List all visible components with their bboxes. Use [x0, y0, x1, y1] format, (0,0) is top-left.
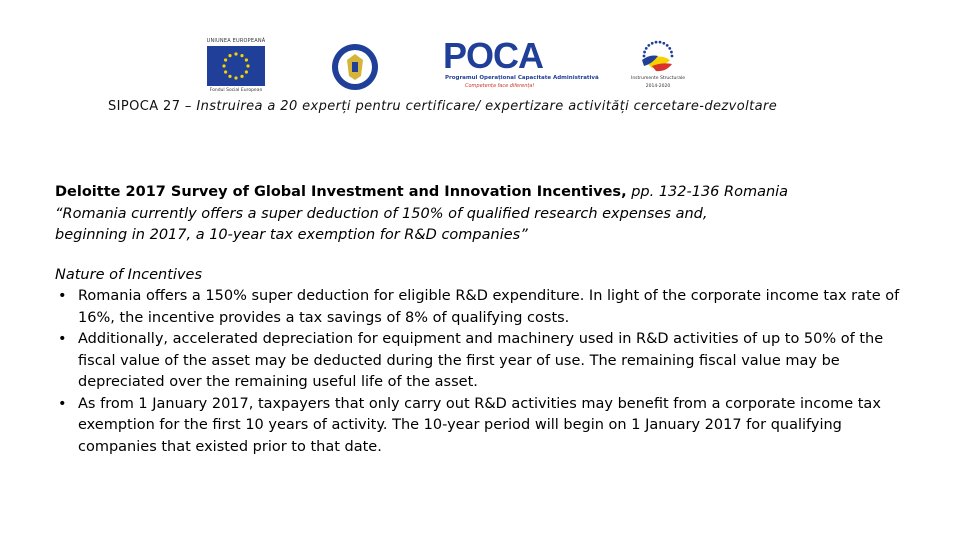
poca-wordmark: POCA [443, 35, 544, 76]
eu-flag-icon [207, 46, 265, 86]
poca-slogan: Competența face diferența! [465, 83, 535, 89]
project-code: SIPOCA 27 – [108, 99, 192, 114]
ro-star-icon [670, 51, 673, 54]
eu-logo [205, 38, 267, 94]
list-item-text: Romania offers a 150% super deduction for eligible R&D expenditure. In light of the corporate income tax rate of 16%, the incentive provides a tax savings of 8% of qualifying costs. [78, 288, 900, 326]
eu-caption-bottom: Fondul Social European [209, 88, 263, 93]
slide-content [55, 182, 915, 458]
eu-star-icon [224, 58, 227, 61]
logo-strip [0, 0, 960, 100]
eu-caption-top: UNIUNEA EUROPEANĂ [206, 38, 266, 44]
government-seal-icon [330, 42, 380, 92]
ro-star-icon [651, 42, 654, 45]
nature-heading: Nature of Incentives [55, 266, 203, 283]
eu-star-icon [228, 54, 231, 57]
poca-program-name: Programul Operațional Capacitate Administrativă [445, 75, 599, 81]
eu-star-icon [245, 58, 248, 61]
project-title: Instruirea a 20 experți pentru certificare/ expertizare activități cercetare-dezvoltare [196, 99, 778, 114]
list-item-text: As from 1 January 2017, taxpayers that only carry out R&D activities may benefit from a corporate income tax exemption for the first 10 years of activity. The 10-year period will begin on 1 January 2017 for qualifying companies that existed prior to that date. [78, 395, 881, 455]
structural-instruments-logo [622, 38, 694, 96]
ro-star-icon [643, 51, 646, 54]
ro-star-icon [666, 44, 669, 47]
eu-star-icon [222, 64, 225, 67]
government-logo [330, 42, 380, 92]
ro-star-icon [671, 55, 674, 58]
eu-star-icon [240, 54, 243, 57]
ro-star-icon [655, 41, 658, 44]
eu-star-icon [224, 70, 227, 73]
structural-instruments-icon [622, 38, 694, 74]
list-item-text: Additionally, accelerated depreciation for equipment and machinery used in R&D activities of up to 50% of the fiscal value of the asset may be deducted during the first year of use. The remaining fiscal value may be depreciated over the remaining useful life of the asset. [78, 331, 884, 390]
ro-star-icon [647, 44, 650, 47]
eu-star-icon [228, 75, 231, 78]
eu-star-icon [245, 70, 248, 73]
ro-star-icon [659, 41, 662, 44]
source-citation [55, 182, 915, 204]
source-title: Deloitte 2017 Survey of Global Investment and Innovation Incentives, [55, 184, 627, 200]
eu-star-icon [240, 75, 243, 78]
ro-star-icon [668, 47, 671, 50]
ro-star-icon [645, 47, 648, 50]
ro-star-icon [643, 55, 646, 58]
structural-instruments-years: 2014-2020 [645, 84, 671, 89]
ro-star-icon [662, 42, 665, 45]
bullet-icon: • [58, 395, 67, 412]
incentive-list [55, 286, 915, 458]
list-item [55, 329, 915, 394]
bullet-icon: • [58, 331, 67, 347]
list-item [55, 286, 915, 329]
list-item [55, 394, 915, 459]
poca-logo [443, 35, 599, 100]
structural-instruments-caption: Instrumente Structurale [631, 76, 685, 81]
source-pages: pp. 132-136 Romania [631, 184, 789, 200]
eu-star-icon [234, 52, 237, 55]
eu-star-icon [246, 64, 249, 67]
project-header [108, 99, 868, 114]
bullet-icon: • [58, 288, 67, 304]
source-quote-line-1: “Romania currently offers a super deduction of 150% of qualified research expenses and, [55, 205, 708, 222]
eu-star-icon [234, 76, 237, 79]
source-quote-line-2: beginning in 2017, a 10-year tax exemption for R&D companies” [55, 227, 528, 243]
